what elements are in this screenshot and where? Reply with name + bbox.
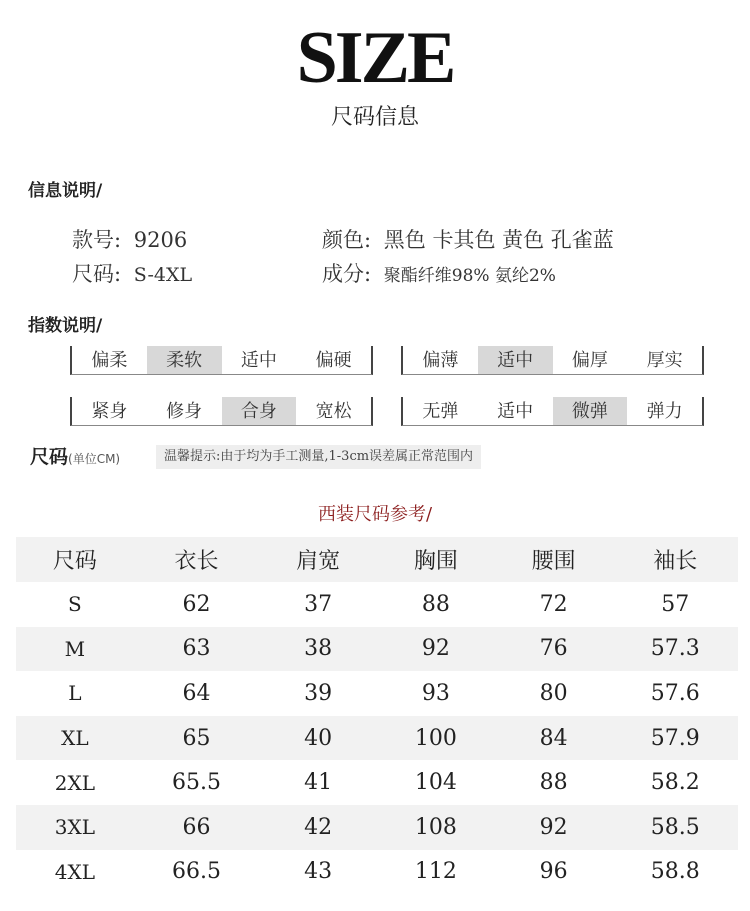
table-cell: 88 <box>539 770 568 796</box>
table-cell: 43 <box>304 859 333 885</box>
thickness-option: 偏薄 <box>422 350 459 371</box>
table-cell: 93 <box>421 680 450 706</box>
composition-line <box>322 258 556 288</box>
table-cell: L <box>68 681 82 706</box>
fit-option: 宽松 <box>315 401 352 422</box>
composition-label: 成分: <box>322 262 372 286</box>
table-row <box>16 627 738 672</box>
table-cell: 66 <box>134 805 259 850</box>
table-caption: 西装尺码参考/ <box>317 504 433 525</box>
style-number-value: 9206 <box>133 228 188 252</box>
size-range-line <box>72 258 192 288</box>
elasticity-scale <box>401 397 704 426</box>
composition-value: 聚酯纤维98% 氨纶2% <box>383 266 556 286</box>
info-heading: 信息说明/ <box>28 181 103 201</box>
thickness-option: 偏厚 <box>571 350 608 371</box>
table-cell: 57.9 <box>613 716 738 761</box>
table-cell: 72 <box>539 591 568 617</box>
softness-option: 柔软 <box>147 346 222 374</box>
table-cell: 62 <box>182 591 211 617</box>
table-cell: 80 <box>539 680 568 706</box>
elasticity-option: 弹力 <box>646 401 683 422</box>
table-cell: 58.8 <box>650 859 700 885</box>
table-cell: S <box>68 592 82 617</box>
thickness-scale <box>401 346 704 375</box>
page-title: SIZE <box>296 17 454 99</box>
table-header-row <box>16 537 738 582</box>
table-cell: 96 <box>539 859 568 885</box>
thickness-option: 厚实 <box>646 350 683 371</box>
table-row <box>16 582 738 627</box>
elasticity-option: 无弹 <box>422 401 459 422</box>
table-cell: 76 <box>495 627 613 672</box>
table-cell: 58.2 <box>650 770 700 796</box>
table-cell: 65.5 <box>172 770 221 796</box>
table-cell: 108 <box>377 805 495 850</box>
style-number-label: 款号: <box>72 228 122 252</box>
fit-option: 合身 <box>222 397 297 425</box>
header-chest: 胸围 <box>377 537 495 582</box>
table-cell: 66.5 <box>172 859 221 885</box>
table-cell: 112 <box>414 859 457 885</box>
size-range-value: S-4XL <box>133 264 193 286</box>
table-row <box>16 716 738 761</box>
table-cell: 88 <box>421 591 450 617</box>
table-cell: 84 <box>495 716 613 761</box>
table-cell: 57 <box>661 591 690 617</box>
table-cell: 58.5 <box>613 805 738 850</box>
softness-option: 适中 <box>240 350 277 371</box>
page-subtitle: 尺码信息 <box>330 105 419 130</box>
style-number-line <box>72 224 187 254</box>
table-cell: 4XL <box>54 859 96 884</box>
table-cell: 57.6 <box>650 680 700 706</box>
header-sleeve: 袖长 <box>613 537 738 582</box>
table-cell: 39 <box>304 680 333 706</box>
softness-scale <box>70 346 373 375</box>
table-cell: 104 <box>414 770 457 796</box>
softness-option: 偏柔 <box>91 350 128 371</box>
table-row <box>16 760 738 805</box>
elasticity-option: 适中 <box>497 401 534 422</box>
fit-option: 紧身 <box>91 401 128 422</box>
table-row <box>16 671 738 716</box>
table-cell: M <box>16 627 134 672</box>
fit-scale <box>70 397 373 426</box>
color-line <box>322 224 614 254</box>
size-range-label: 尺码: <box>72 262 122 286</box>
table-cell: 2XL <box>54 770 96 795</box>
color-value: 黑色 卡其色 黄色 孔雀蓝 <box>383 228 614 252</box>
fit-option: 修身 <box>166 401 203 422</box>
size-note <box>30 442 120 469</box>
header-shoulder: 肩宽 <box>259 537 377 582</box>
table-row <box>16 805 738 850</box>
size-table <box>16 537 738 894</box>
table-cell: 38 <box>259 627 377 672</box>
table-cell: 40 <box>259 716 377 761</box>
table-cell: 3XL <box>16 805 134 850</box>
table-cell: XL <box>16 716 134 761</box>
table-cell: 63 <box>134 627 259 672</box>
table-cell: 65 <box>134 716 259 761</box>
table-cell: 92 <box>377 627 495 672</box>
table-cell: 42 <box>259 805 377 850</box>
table-row <box>16 850 738 895</box>
thickness-option: 适中 <box>478 346 553 374</box>
table-cell: 57.3 <box>613 627 738 672</box>
measurement-tip: 温馨提示:由于均为手工测量,1-3cm误差属正常范围内 <box>156 445 481 469</box>
table-cell: 100 <box>377 716 495 761</box>
table-cell: 37 <box>304 591 333 617</box>
table-cell: 64 <box>182 680 211 706</box>
header-waist: 腰围 <box>495 537 613 582</box>
color-label: 颜色: <box>322 228 372 252</box>
header-size: 尺码 <box>16 537 134 582</box>
table-cell: 92 <box>495 805 613 850</box>
size-note-unit: (单位CM) <box>68 452 121 466</box>
index-heading: 指数说明/ <box>28 316 103 336</box>
table-cell: 41 <box>304 770 333 796</box>
header-length: 衣长 <box>134 537 259 582</box>
softness-option: 偏硬 <box>315 350 352 371</box>
elasticity-option: 微弹 <box>553 397 628 425</box>
size-note-title: 尺码 <box>30 446 69 468</box>
